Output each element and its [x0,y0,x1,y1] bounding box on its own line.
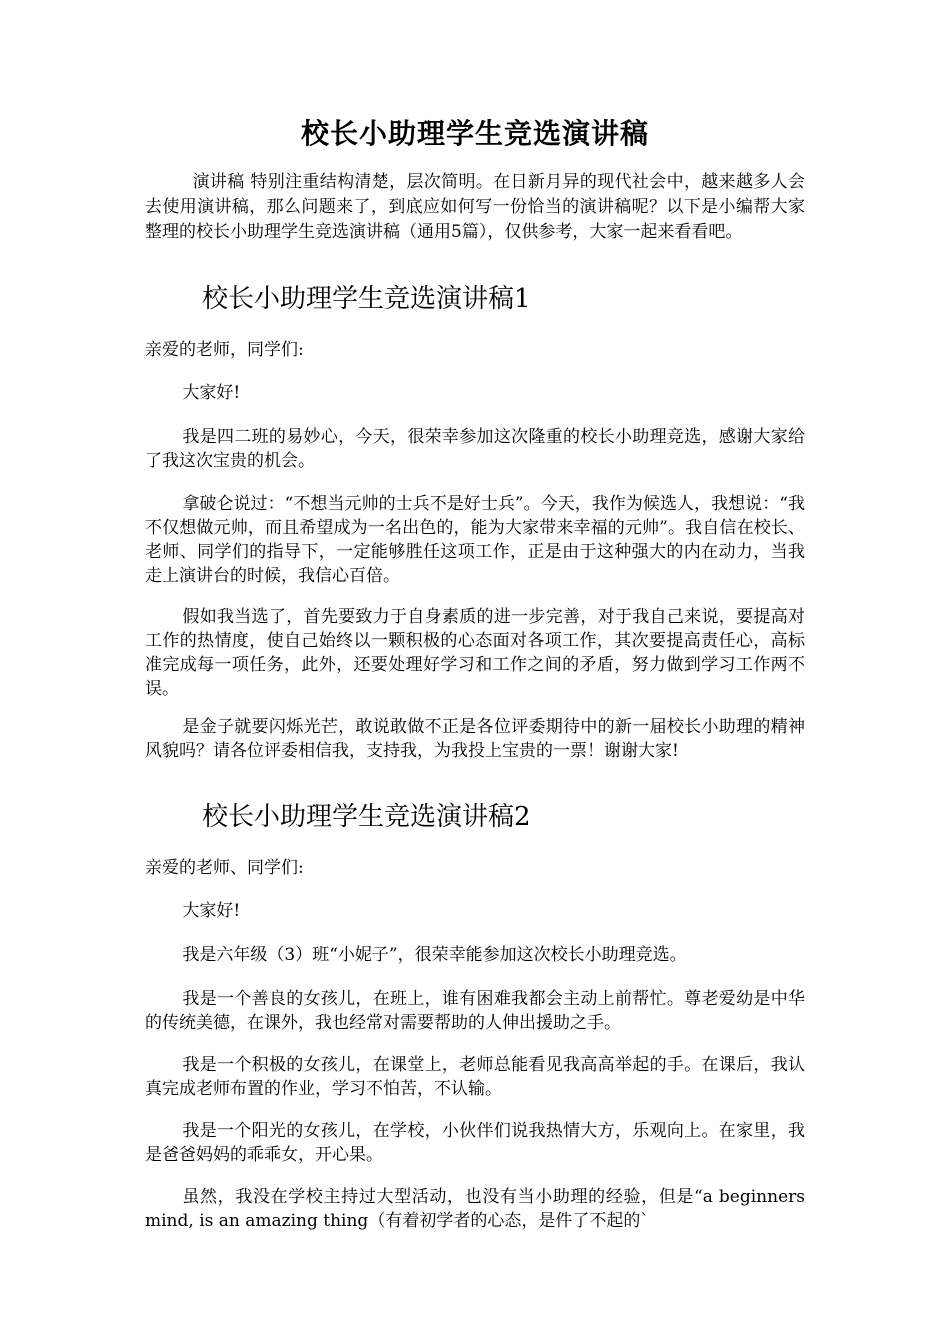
section-1-salutation: 亲爱的老师，同学们: [145,340,304,360]
section-2-paragraph: 我是一个善良的女孩儿，在班上，谁有困难我都会主动上前帮忙。尊老爱幼是中华的传统美德，在课外，我也经常对需要帮助的人伸出援助之手。 [145,989,805,1033]
section-2-greeting: 大家好! [182,901,241,921]
section-2-paragraph: 虽然，我没在学校主持过大型活动，也没有当小助理的经验，但是“a beginners mind, is an amazing thing（有着初学者的心态，是件了不起的` [145,1187,805,1231]
intro-paragraph: 演讲稿 特别注重结构清楚，层次简明。在日新月异的现代社会中，越来越多人会去使用演讲稿，那么问题来了，到底应如何写一份恰当的演讲稿呢？以下是小编帮大家整理的校长小助理学生竞选演讲稿（通用5篇），仅供参考，大家一起来看看吧。 [145,172,805,242]
section-2-heading: 校长小助理学生竞选演讲稿2 [202,802,531,832]
document-title: 校长小助理学生竞选演讲稿 [300,117,649,150]
section-1-greeting: 大家好! [182,383,241,403]
section-1-heading: 校长小助理学生竞选演讲稿1 [202,284,531,314]
section-2-paragraph: 我是一个积极的女孩儿，在课堂上，老师总能看见我高高举起的手。在课后，我认真完成老师布置的作业，学习不怕苦，不认输。 [145,1055,805,1099]
section-1-paragraph: 我是四二班的易妙心，今天，很荣幸参加这次隆重的校长小助理竞选，感谢大家给了我这次宝贵的机会。 [145,427,805,471]
section-2-paragraph: 我是一个阳光的女孩儿，在学校，小伙伴们说我热情大方，乐观向上。在家里，我是爸爸妈妈的乖乖女，开心果。 [145,1121,805,1165]
section-2-salutation: 亲爱的老师、同学们: [145,858,304,878]
section-1-paragraph: 假如我当选了，首先要致力于自身素质的进一步完善，对于我自己来说，要提高对工作的热情度，使自己始终以一颗积极的心态面对各项工作，其次要提高责任心，高标准完成每一项任务，此外，还要处理好学习和工作之间的矛盾，努力做到学习工作两不误。 [145,607,805,699]
section-2-paragraph: 我是六年级（3）班“小妮子”，很荣幸能参加这次校长小助理竞选。 [182,945,687,965]
section-1-paragraph: 是金子就要闪烁光芒，敢说敢做不正是各位评委期待中的新一届校长小助理的精神风貌吗？请各位评委相信我，支持我，为我投上宝贵的一票！谢谢大家! [145,717,805,761]
section-1-paragraph: 拿破仑说过：“不想当元帅的士兵不是好士兵”。今天，我作为候选人，我想说：“我不仅想做元帅，而且希望成为一名出色的，能为大家带来幸福的元帅”。我自信在校长、老师、同学们的指导下，一定能够胜任这项工作，正是由于这种强大的内在动力，当我走上演讲台的时候，我信心百倍。 [145,494,805,586]
